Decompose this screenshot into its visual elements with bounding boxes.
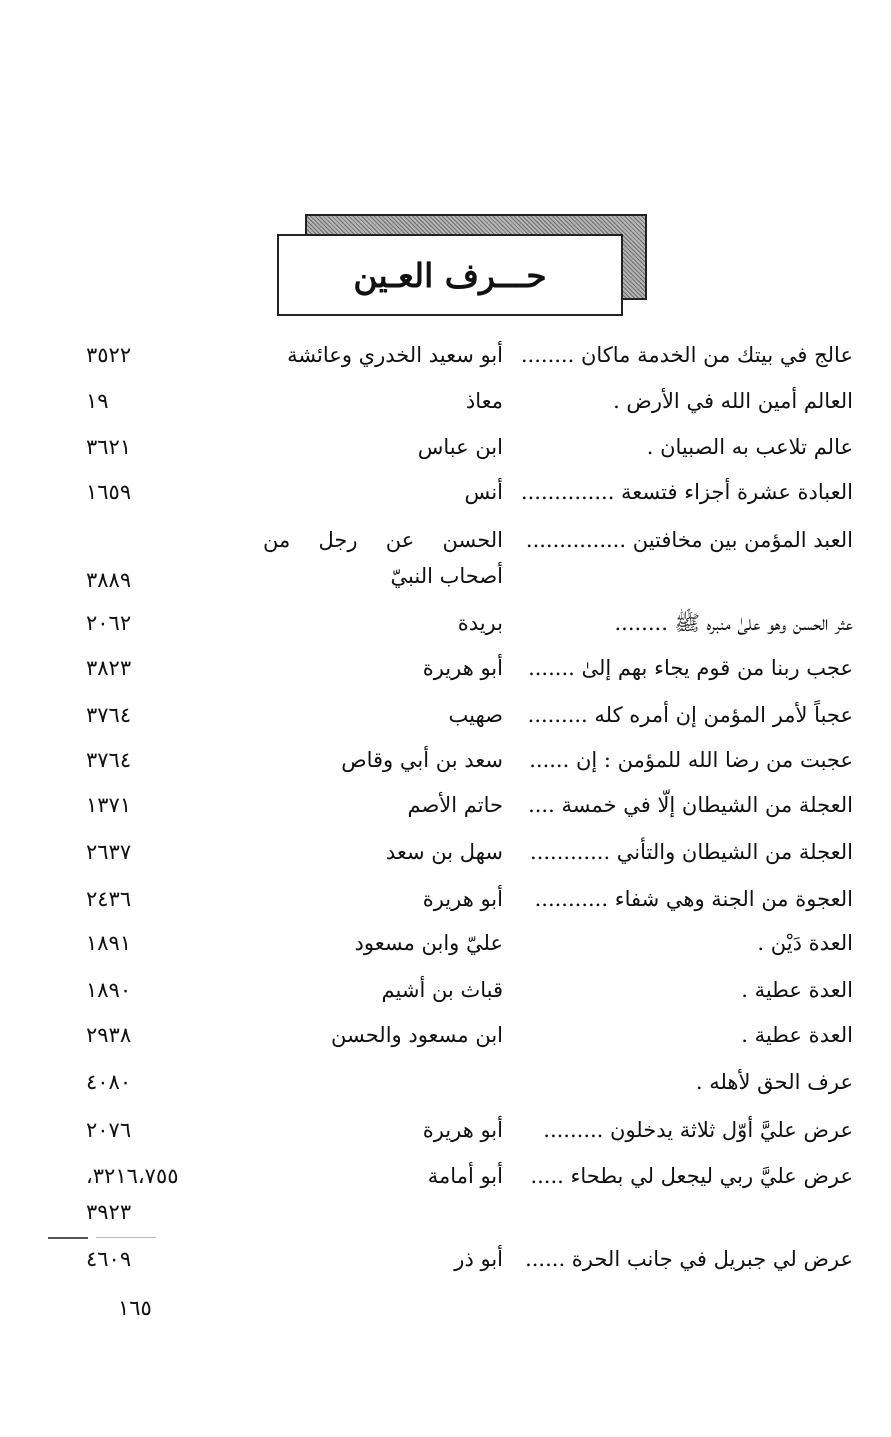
hadith-number: ٣٦٢١ <box>86 435 132 459</box>
hadith-number: ٣٢١٦،٧٥٥، ٣٩٢٣ <box>86 1164 179 1224</box>
page-number: ١٦٥ <box>118 1296 152 1320</box>
hadith-number: ٢٦٣٧ <box>86 840 132 864</box>
hadith-text: العدة دَيْن . <box>757 931 853 955</box>
narrator: أبو أمامة <box>427 1164 503 1188</box>
hadith-number: ٣٨٢٣ <box>86 656 132 680</box>
narrator: عليّ وابن مسعود <box>354 931 503 955</box>
hadith-text: العدة عطية . <box>741 978 853 1002</box>
hadith-number: ٣٨٨٩ <box>86 568 132 592</box>
hadith-text: العجلة من الشيطان والتأني ............ <box>530 840 853 864</box>
hadith-number: ١٨٩٠ <box>86 978 132 1002</box>
hadith-number: ٤٠٨٠ <box>86 1070 132 1094</box>
hadith-text: عجب ربنا من قوم يجاء بهم إلىٰ ....... <box>528 656 853 680</box>
hadith-text: عرض عليَّ ربي ليجعل لي بطحاء ..... <box>530 1164 853 1188</box>
narrator: قباث بن أشيم <box>381 978 503 1002</box>
hadith-number: ١٨٩١ <box>86 931 132 955</box>
hadith-text: عرف الحق لأهله . <box>695 1070 853 1094</box>
narrator: معاذ <box>465 389 503 413</box>
hadith-text: عالج في بيتك من الخدمة ماكان ........ <box>520 343 853 367</box>
hadith-number: ١٣٧١ <box>86 793 132 817</box>
hadith-text: العالم أمين الله في الأرض . <box>613 389 853 413</box>
hadith-text: عالم تلاعب به الصبيان . <box>646 435 853 459</box>
hadith-number: ٤٦٠٩ <box>86 1247 132 1271</box>
narrator: أبو سعيد الخدري وعائشة <box>287 343 503 367</box>
hadith-number: ٢٠٧٦ <box>86 1118 132 1142</box>
narrator: بريدة <box>457 611 503 635</box>
hadith-text: العجوة من الجنة وهي شفاء ........... <box>534 887 853 911</box>
narrator: أنس <box>464 480 503 504</box>
hadith-number: ٢٠٦٢ <box>86 611 132 635</box>
hadith-text: عثر الحسن وهو علىٰ منبره ﷺ ........ <box>614 611 853 635</box>
scan-artifact <box>96 1237 156 1238</box>
narrator: ابن عباس <box>417 435 503 459</box>
narrator: ابن مسعود والحسن <box>331 1023 503 1047</box>
hadith-text: عجبت من رضا الله للمؤمن : إن ...... <box>529 748 853 772</box>
hadith-number: ١٦٥٩ <box>86 480 132 504</box>
hadith-text: العجلة من الشيطان إلّا في خمسة .... <box>528 793 853 817</box>
narrator: صهيب <box>448 703 503 727</box>
hadith-number: ٣٧٦٤ <box>86 703 132 727</box>
hadith-text: العبادة عشرة أجزاء فتسعة .............. <box>520 480 853 504</box>
hadith-text: العدة عطية . <box>741 1023 853 1047</box>
hadith-number: ٣٧٦٤ <box>86 748 132 772</box>
hadith-number: ٢٤٣٦ <box>86 887 132 911</box>
narrator: الحسن عن رجل من أصحاب النبيّ <box>263 528 503 588</box>
hadith-number: ٣٥٢٢ <box>86 343 132 367</box>
narrator: أبو هريرة <box>422 887 503 911</box>
narrator: سعد بن أبي وقاص <box>341 748 503 772</box>
narrator: أبو ذر <box>454 1247 503 1271</box>
section-title: حـــرف العـين <box>353 255 547 295</box>
hadith-text: عرض عليَّ أوّل ثلاثة يدخلون ......... <box>543 1118 853 1142</box>
hadith-text: العبد المؤمن بين مخافتين ............... <box>525 528 853 552</box>
scan-artifact <box>48 1237 88 1239</box>
hadith-number: ١٩ <box>86 389 109 413</box>
hadith-number: ٢٩٣٨ <box>86 1023 132 1047</box>
narrator: أبو هريرة <box>422 656 503 680</box>
narrator: حاتم الأصم <box>407 793 503 817</box>
narrator: أبو هريرة <box>422 1118 503 1142</box>
hadith-text: عجباً لأمر المؤمن إن أمره كله ......... <box>527 703 853 727</box>
narrator: سهل بن سعد <box>385 840 503 864</box>
hadith-text: عرض لي جبريل في جانب الحرة ...... <box>525 1247 853 1271</box>
